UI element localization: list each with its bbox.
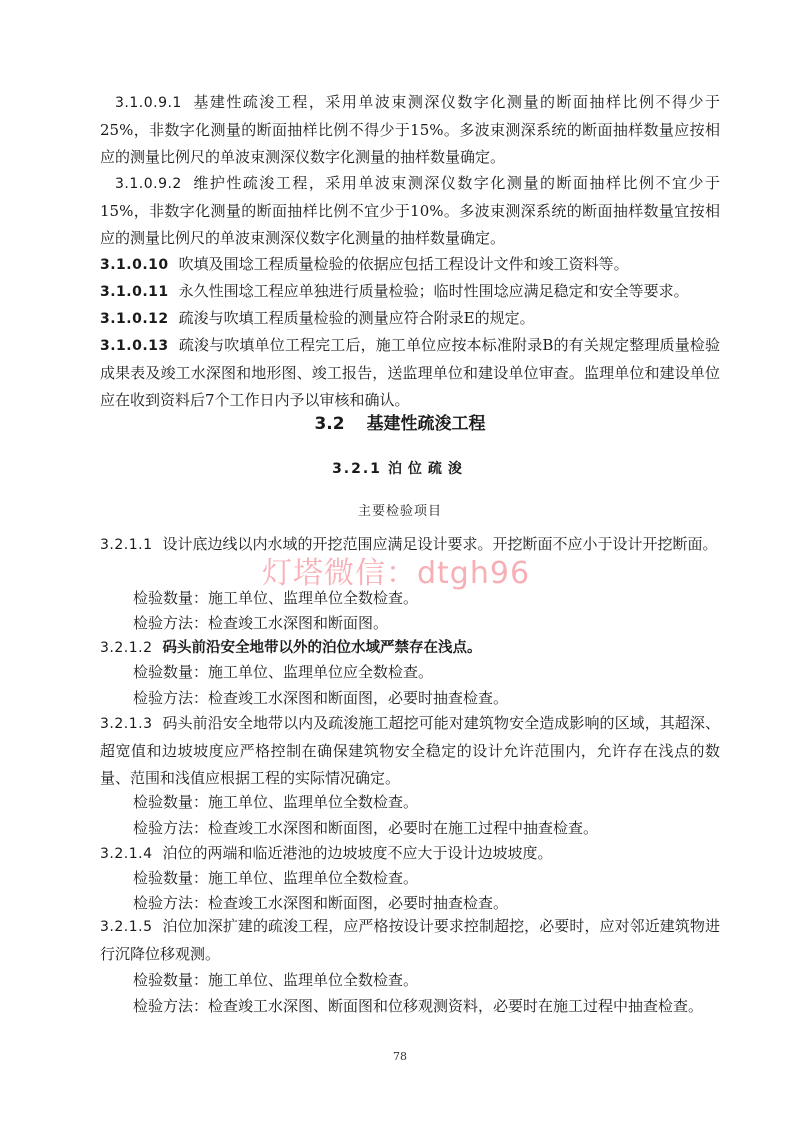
paragraph-3-1-0-9-1: [100, 89, 720, 171]
item-number: 3.2.1.4: [100, 846, 153, 862]
item-text: 泊位加深扩建的疏浚工程，应严格按设计要求控制超挖，必要时，应对邻近建筑物进行沉降位移观测。: [100, 917, 720, 963]
section-heading: [0, 409, 800, 434]
watermark: 灯塔微信：dtgh96: [262, 556, 531, 591]
paragraph-3-1-0-12: [100, 305, 720, 333]
item-number: 3.2.1.3: [100, 716, 153, 732]
check-method: 检验方法：检查竣工水深图和断面图，必要时抽查检查。: [133, 689, 509, 707]
clause-number: 3.1.0.12: [100, 311, 169, 327]
item-text: 码头前沿安全地带以内及疏浚施工超挖可能对建筑物安全造成影响的区域，其超深、超宽值和边坡坡度应严格控制在确保建筑物安全稳定的设计允许范围内，允许存在浅点的数量、范围和浅值应根据工程的实际情况确定。: [100, 714, 720, 787]
item-number: 3.2.1.5: [100, 919, 153, 935]
clause-text: 基建性疏浚工程，采用单波束测深仪数字化测量的断面抽样比例不得少于25%，非数字化测量的断面抽样比例不得少于15%。多波束测深系统的断面抽样数量应按相应的测量比例尺的单波束测深仪数字化测量的抽样数量确定。: [100, 93, 720, 166]
subsection-title: 泊位疏浚: [387, 461, 468, 477]
subsection-number: 3.2.1: [332, 461, 382, 477]
check-quantity: 检验数量：施工单位、监理单位全数检查。: [133, 869, 419, 887]
subsection-heading: [0, 458, 800, 478]
check-method: 检验方法：检查竣工水深图和断面图，必要时抽查检查。: [133, 894, 509, 912]
check-quantity: 检验数量：施工单位、监理单位全数检查。: [133, 589, 419, 607]
item-text: 泊位的两端和临近港池的边坡坡度不应大于设计边坡坡度。: [162, 844, 553, 862]
item-text: 设计底边线以内水域的开挖范围应满足设计要求。开挖断面不应小于设计开挖断面。: [162, 535, 718, 553]
clause-text: 疏浚与吹填工程质量检验的测量应符合附录E的规定。: [178, 309, 535, 327]
check-method: 检验方法：检查竣工水深图和断面图。: [133, 614, 389, 632]
item-text: 码头前沿安全地带以外的泊位水域严禁存在浅点。: [162, 640, 482, 656]
check-quantity: 检验数量：施工单位、监理单位全数检查。: [133, 971, 419, 989]
section-title: 基建性疏浚工程: [366, 414, 486, 434]
clause-text: 永久性围埝工程应单独进行质量检验；临时性围埝应满足稳定和安全等要求。: [178, 282, 689, 300]
paragraph-3-1-0-11: [100, 278, 720, 306]
paragraph-3-1-0-13: [100, 332, 720, 414]
clause-number: 3.1.0.9.1: [115, 95, 182, 111]
check-quantity: 检验数量：施工单位、监理单位应全数检查。: [133, 663, 434, 681]
clause-number: 3.1.0.9.2: [115, 176, 182, 192]
clause-text: 吹填及围埝工程质量检验的依据应包括工程设计文件和竣工资料等。: [178, 255, 629, 273]
clause-number: 3.1.0.13: [100, 338, 169, 354]
item-3-2-1-3: [100, 710, 720, 792]
clause-number: 3.1.0.10: [100, 257, 169, 273]
check-method: 检验方法：检查竣工水深图、断面图和位移观测资料，必要时在施工过程中抽查检查。: [133, 997, 704, 1015]
check-quantity: 检验数量：施工单位、监理单位全数检查。: [133, 793, 419, 811]
paragraph-3-1-0-9-2: [100, 170, 720, 252]
clause-text: 维护性疏浚工程，采用单波束测深仪数字化测量的断面抽样比例不宜少于15%，非数字化测量的断面抽样比例不宜少于10%。多波束测深系统的断面抽样数量宜按相应的测量比例尺的单波束测深仪数字化测量的抽样数量确定。: [100, 174, 720, 247]
item-3-2-1-4: [100, 840, 720, 868]
section-number: 3.2: [314, 414, 345, 434]
page-number: 78: [393, 1050, 407, 1063]
item-number: 3.2.1.2: [100, 640, 153, 656]
check-method: 检验方法：检查竣工水深图和断面图，必要时在施工过程中抽查检查。: [133, 819, 599, 837]
clause-text: 疏浚与吹填单位工程完工后，施工单位应按本标准附录B的有关规定整理质量检验成果表及竣工水深图和地形图、竣工报告，送监理单位和建设单位审查。监理单位和建设单位应在收到资料后7个工作日内予以审核和确认。: [100, 336, 720, 409]
paragraph-3-1-0-10: [100, 251, 720, 279]
minor-heading: 主要检验项目: [357, 504, 442, 519]
item-3-2-1-2: [100, 634, 720, 662]
item-3-2-1-5: [100, 913, 720, 968]
clause-number: 3.1.0.11: [100, 284, 169, 300]
item-number: 3.2.1.1: [100, 537, 153, 553]
